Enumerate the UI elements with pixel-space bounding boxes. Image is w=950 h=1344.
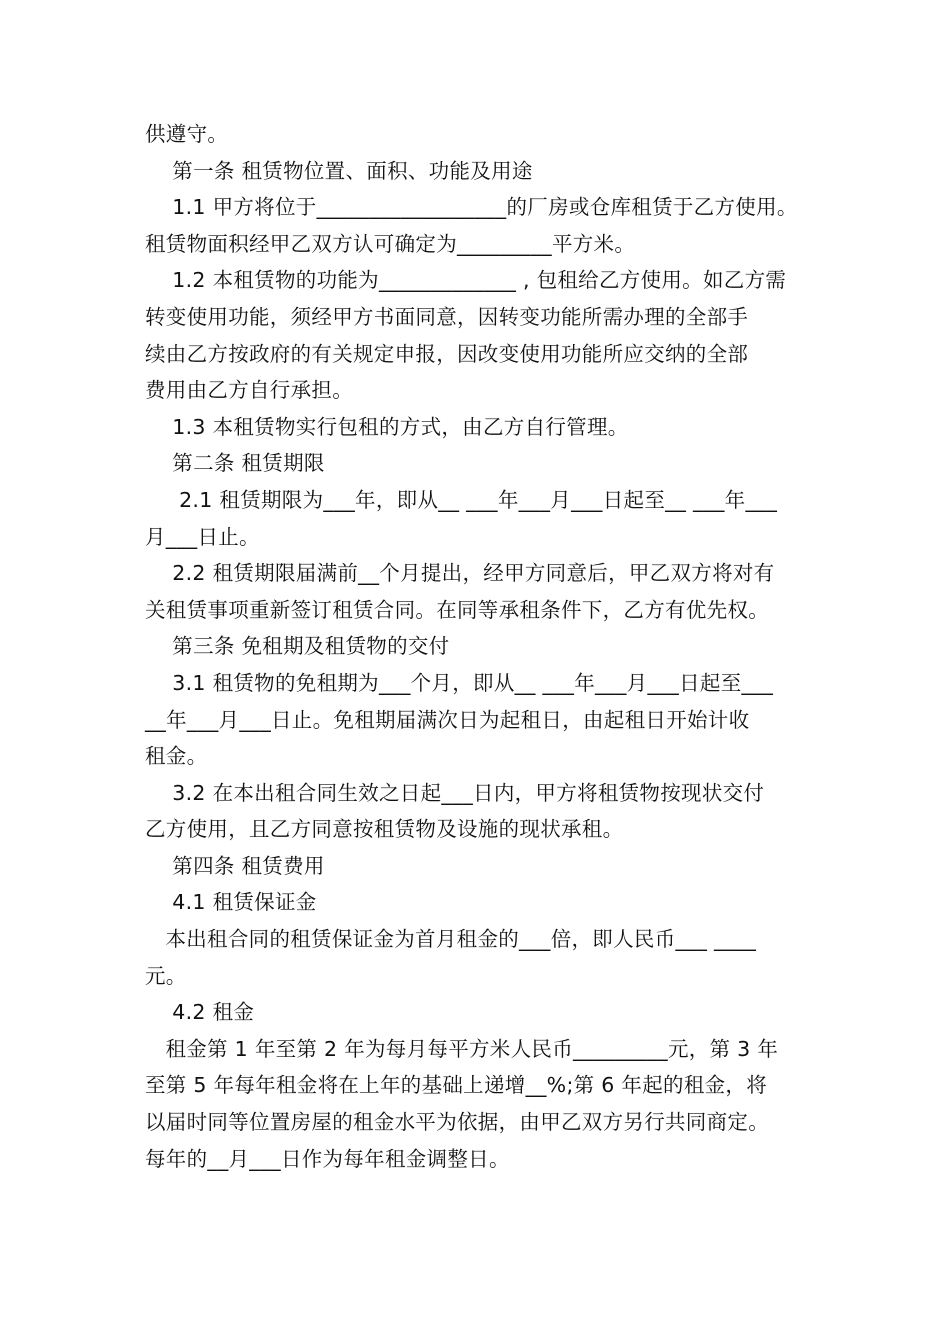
text-line: 1.1 甲方将位于__________________的厂房或仓库租赁于乙方使用。: [145, 195, 798, 220]
text-line: 费用由乙方自行承担。: [145, 378, 353, 403]
text-line: 月___日止。: [145, 524, 260, 549]
subsection-heading: 4.2 租金: [145, 1000, 255, 1025]
text-line: 租赁物面积经甲乙双方认可确定为_________平方米。: [145, 231, 636, 256]
text-line: 续由乙方按政府的有关规定申报，因改变使用功能所应交纳的全部: [145, 341, 749, 366]
document-body: [145, 116, 810, 1177]
text-line: 乙方使用，且乙方同意按租赁物及设施的现状承租。: [145, 817, 624, 842]
text-line: 租金第 1 年至第 2 年为每月每平方米人民币_________元，第 3 年: [145, 1036, 779, 1061]
text-line: 以届时同等位置房屋的租金水平为依据，由甲乙双方另行共同商定。: [145, 1110, 769, 1135]
text-line: 1.2 本租赁物的功能为_____________ , 包租给乙方使用。如乙方需: [145, 268, 787, 293]
text-line: 供遵守。: [145, 122, 229, 146]
section-heading-2: 第二条 租赁期限: [145, 451, 325, 476]
text-line: __年___月___日止。免租期届满次日为起租日，由起租日开始计收: [145, 707, 750, 732]
text-line: 3.2 在本出租合同生效之日起___日内，甲方将租赁物按现状交付: [145, 780, 765, 805]
text-line: 3.1 租赁物的免租期为___个月，即从__ ___年___月___日起至___: [145, 670, 774, 695]
text-line: 2.1 租赁期限为___年，即从__ ___年___月___日起至__ ___年___: [145, 487, 778, 512]
text-line: 1.3 本租赁物实行包租的方式，由乙方自行管理。: [145, 414, 629, 439]
text-line: 元。: [145, 963, 187, 988]
text-line: 租金。: [145, 744, 208, 769]
section-heading-3: 第三条 免租期及租赁物的交付: [145, 634, 450, 659]
text-line: 关租赁事项重新签订租赁合同。在同等承租条件下，乙方有优先权。: [145, 597, 769, 622]
subsection-heading: 4.1 租赁保证金: [145, 890, 317, 915]
section-heading-4: 第四条 租赁费用: [145, 853, 325, 878]
text-line: 本出租合同的租赁保证金为首月租金的___倍，即人民币___ ____: [145, 927, 757, 952]
section-heading-1: 第一条 租赁物位置、面积、功能及用途: [145, 158, 533, 183]
text-line: 转变使用功能，须经甲方书面同意，因转变功能所需办理的全部手: [145, 304, 749, 329]
text-line: 每年的__月___日作为每年租金调整日。: [145, 1146, 510, 1171]
text-line: 2.2 租赁期限届满前__个月提出，经甲方同意后，甲乙双方将对有: [145, 561, 775, 586]
text-line: 至第 5 年每年租金将在上年的基础上递增__%;第 6 年起的租金，将: [145, 1073, 768, 1098]
